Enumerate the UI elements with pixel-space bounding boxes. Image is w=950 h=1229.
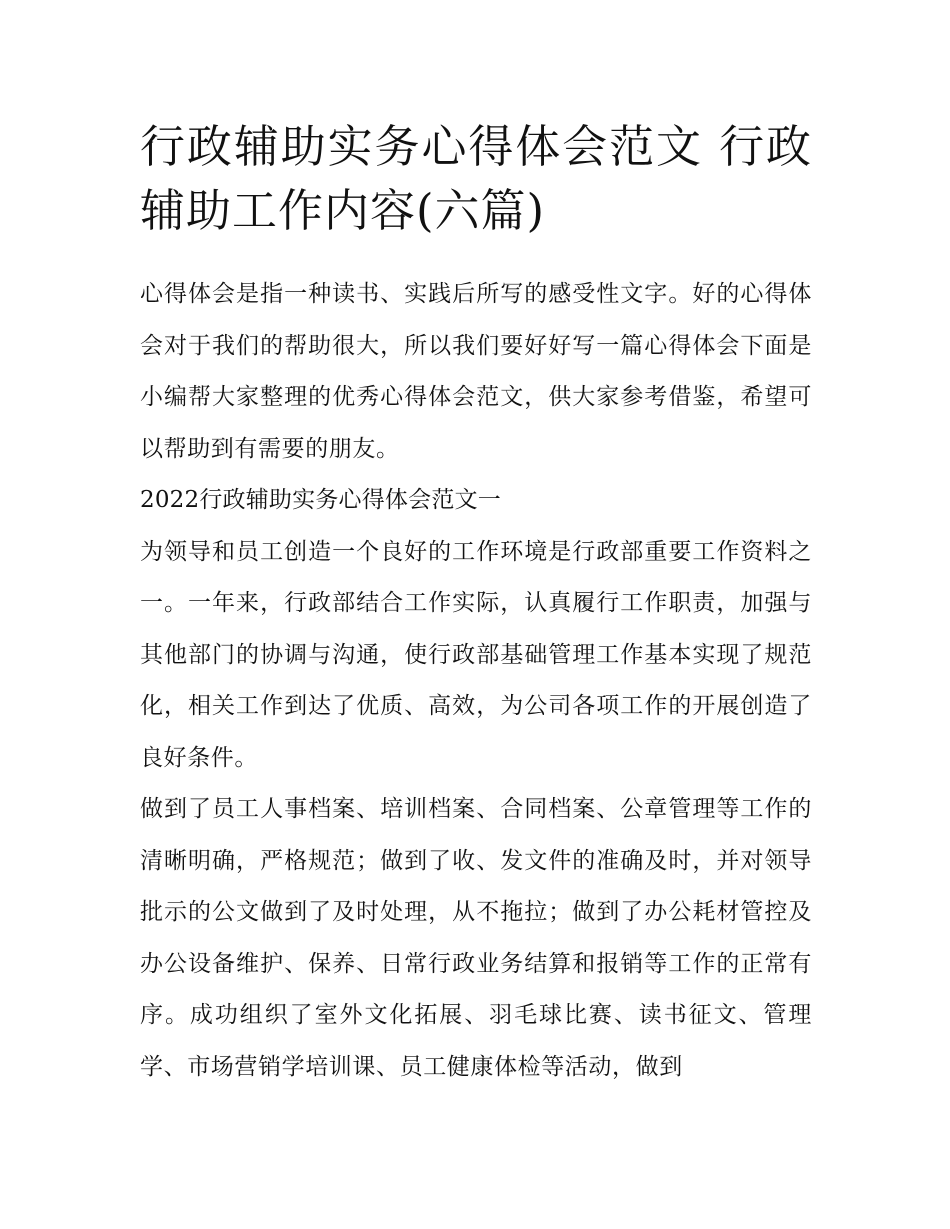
- section-heading: 2022行政辅助实务心得体会范文一: [140, 487, 501, 513]
- intro-paragraph: 心得体会是指一种读书、实践后所写的感受性文字。好的心得体会对于我们的帮助很大，所以我们要好好写一篇心得体会下面是小编帮大家整理的优秀心得体会范文，供大家参考借鉴，希望可以帮助到有需要的朋友。: [140, 281, 812, 462]
- document-body: [140, 115, 812, 1093]
- body-paragraph-2: 做到了员工人事档案、培训档案、合同档案、公章管理等工作的清晰明确，严格规范；做到了收、发文件的准确及时，并对领导批示的公文做到了及时处理，从不拖拉；做到了办公耗材管控及办公设备维护、保养、日常行政业务结算和报销等工作的正常有序。成功组织了室外文化拓展、羽毛球比赛、读书征文、管理学、市场营销学培训课、员工健康体检等活动，做到: [140, 796, 812, 1080]
- body-paragraph-1: 为领导和员工创造一个良好的工作环境是行政部重要工作资料之一。一年来，行政部结合工作实际，认真履行工作职责，加强与其他部门的协调与沟通，使行政部基础管理工作基本实现了规范化，相关工作到达了优质、高效，为公司各项工作的开展创造了良好条件。: [140, 538, 812, 771]
- document-title: 行政辅助实务心得体会范文 行政辅助工作内容(六篇): [140, 120, 812, 237]
